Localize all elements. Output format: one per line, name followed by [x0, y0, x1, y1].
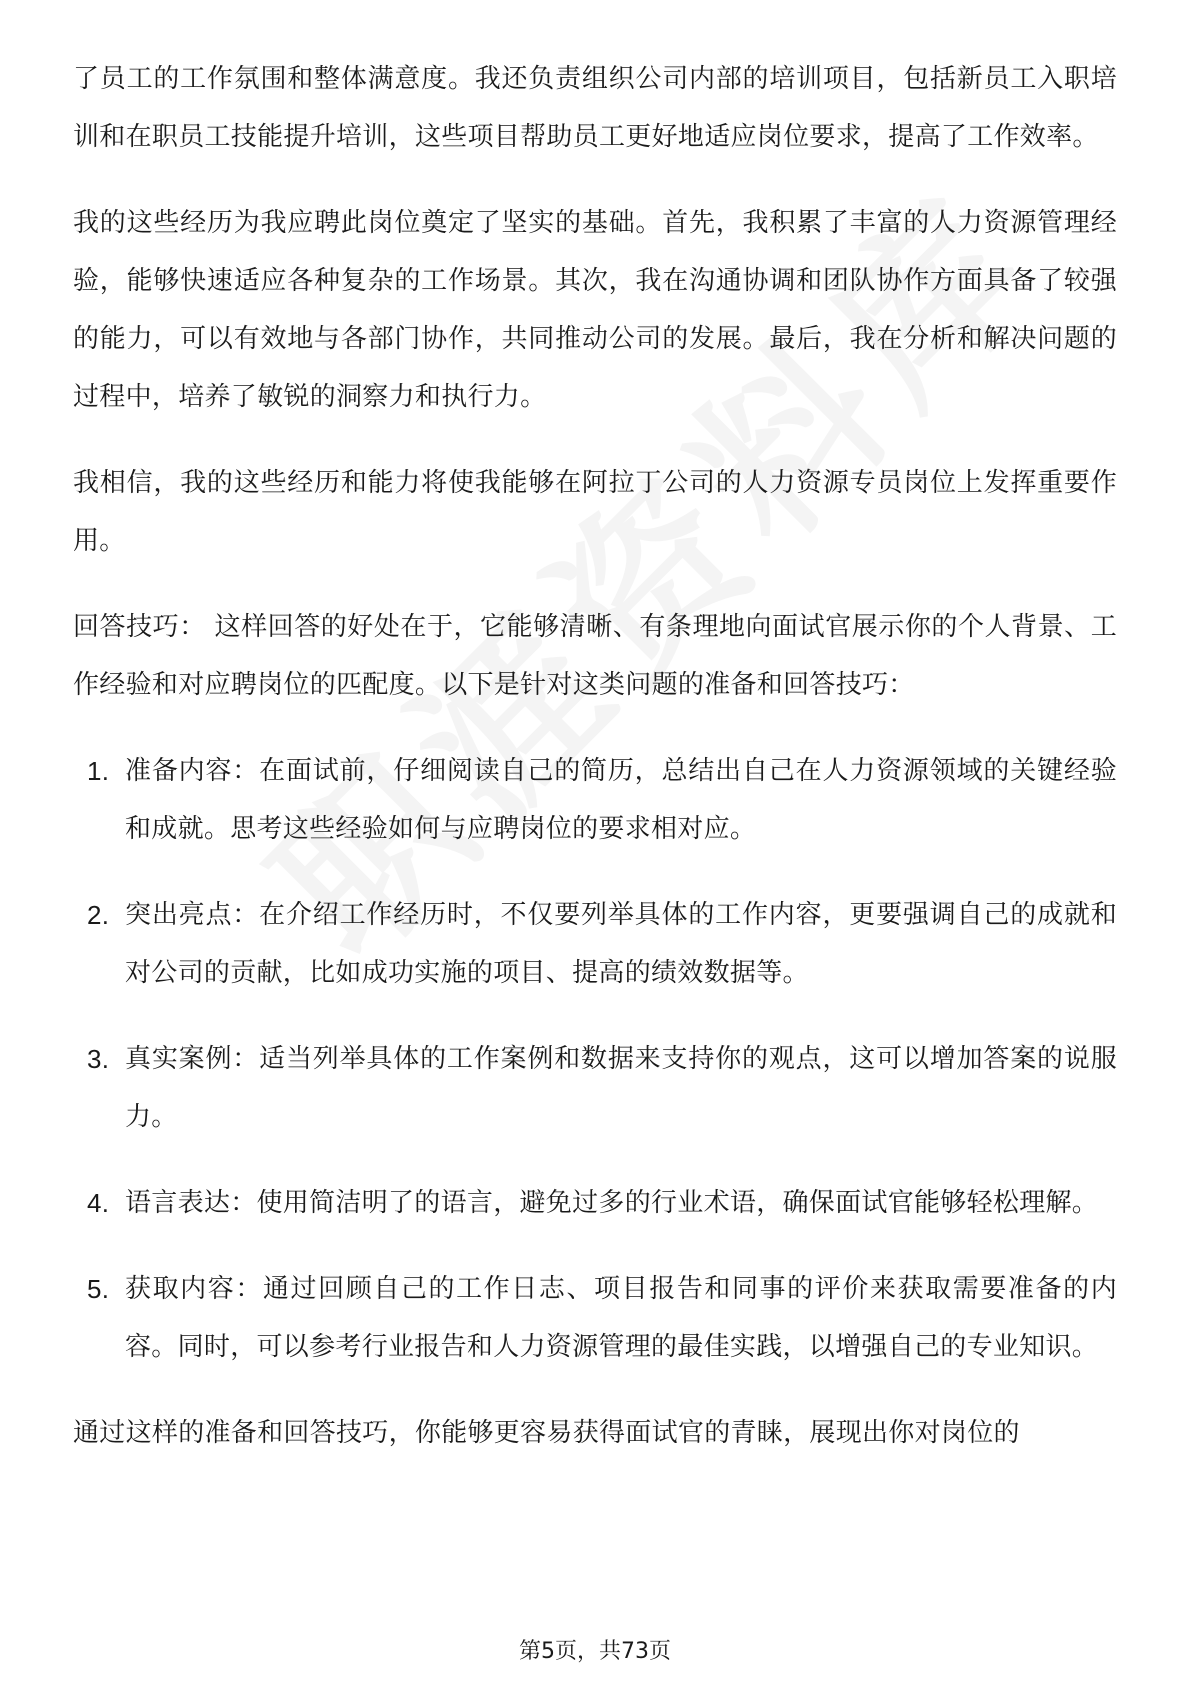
list-item-text: 真实案例：适当列举具体的工作案例和数据来支持你的观点，这可以增加答案的说服力。 — [125, 1044, 1117, 1132]
spacer — [73, 1376, 1117, 1404]
list-number: 2. — [87, 900, 110, 930]
list-number: 1. — [87, 756, 110, 786]
paragraph-conclusion: 通过这样的准备和回答技巧，你能够更容易获得面试官的青睐，展现出你对岗位的 — [73, 1418, 1020, 1448]
paragraph-belief: 我相信，我的这些经历和能力将使我能够在阿拉丁公司的人力资源专员岗位上发挥重要作用。 — [73, 468, 1117, 556]
list-item-text: 获取内容：通过回顾自己的工作日志、项目报告和同事的评价来获取需要准备的内容。同时，可以参考行业报告和人力资源管理的最佳实践，以增强自己的专业知识。 — [125, 1274, 1117, 1362]
list-item-text: 语言表达：使用简洁明了的语言，避免过多的行业术语，确保面试官能够轻松理解。 — [125, 1188, 1099, 1218]
list-item — [73, 742, 1117, 858]
spacer — [73, 166, 1117, 194]
spacer — [73, 570, 1117, 598]
paragraph-answer-tips: 回答技巧： 这样回答的好处在于，它能够清晰、有条理地向面试官展示你的个人背景、工作经验和对应聘岗位的匹配度。以下是针对这类问题的准备和回答技巧： — [73, 612, 1117, 700]
list-number: 5. — [87, 1274, 110, 1304]
list-item-text: 准备内容：在面试前，仔细阅读自己的简历，总结出自己在人力资源领域的关键经验和成就。思考这些经验如何与应聘岗位的要求相对应。 — [125, 756, 1117, 844]
list-item — [73, 1030, 1117, 1146]
list-number: 4. — [87, 1188, 110, 1218]
list-number: 3. — [87, 1044, 110, 1074]
spacer — [73, 714, 1117, 742]
paragraph-continued: 了员工的工作氛围和整体满意度。我还负责组织公司内部的培训项目，包括新员工入职培训和在职员工技能提升培训，这些项目帮助员工更好地适应岗位要求，提高了工作效率。 — [73, 64, 1117, 152]
spacer — [73, 426, 1117, 454]
list-item — [73, 1174, 1117, 1232]
list-item-text: 突出亮点：在介绍工作经历时，不仅要列举具体的工作内容，更要强调自己的成就和对公司的贡献，比如成功实施的项目、提高的绩效数据等。 — [125, 900, 1117, 988]
paragraph-experience-foundation: 我的这些经历为我应聘此岗位奠定了坚实的基础。首先，我积累了丰富的人力资源管理经验，能够快速适应各种复杂的工作场景。其次，我在沟通协调和团队协作方面具备了较强的能力，可以有效地与各部门协作，共同推动公司的发展。最后，我在分析和解决问题的过程中，培养了敏锐的洞察力和执行力。 — [73, 208, 1117, 412]
tips-list — [73, 742, 1117, 1376]
list-item — [73, 886, 1117, 1002]
page-number: 第5页，共73页 — [519, 1639, 671, 1664]
list-item — [73, 1260, 1117, 1376]
document-page — [73, 50, 1117, 1462]
